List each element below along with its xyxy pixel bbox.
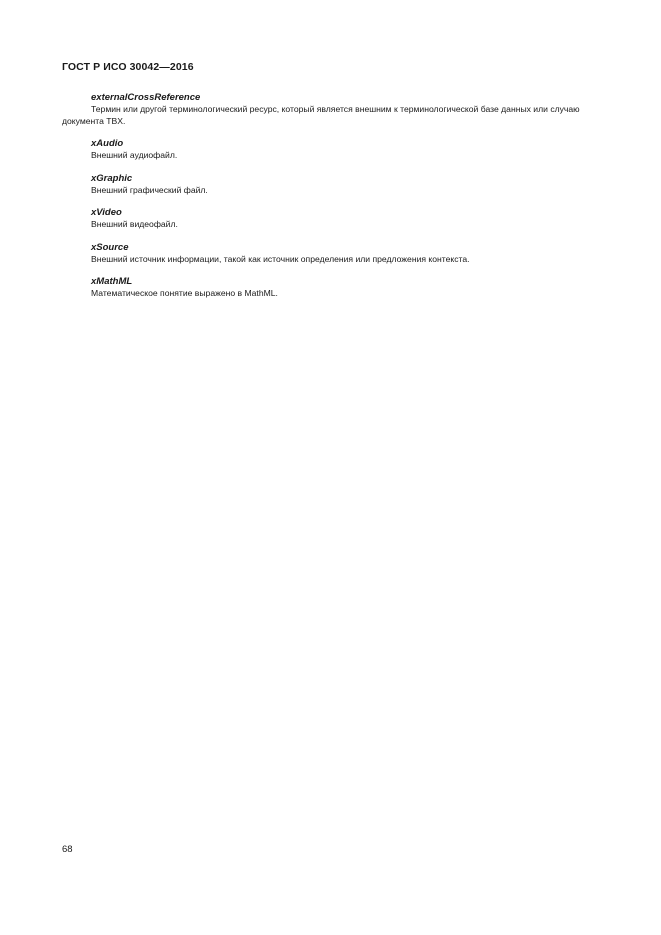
term-definition: Внешний графический файл. xyxy=(91,184,208,195)
term-name: externalCrossReference xyxy=(91,92,201,103)
term-name: xVideo xyxy=(91,207,122,218)
term-definition: Термин или другой терминологический ресурс, который является внешним к терминологической базе данных или случаю документа TBX. xyxy=(62,104,580,126)
definition-entry xyxy=(62,207,602,231)
definition-entry xyxy=(62,173,602,197)
term-definition: Внешний источник информации, такой как источник определения или предложения контекста. xyxy=(91,253,470,264)
page-header-standard-code: ГОСТ Р ИСО 30042—2016 xyxy=(62,61,194,73)
definition-entry xyxy=(62,242,602,266)
term-definition: Математическое понятие выражено в MathML. xyxy=(91,288,278,298)
term-name: xMathML xyxy=(91,276,133,287)
definition-entry xyxy=(62,138,602,162)
definition-entry xyxy=(62,92,602,127)
term-name: xSource xyxy=(91,241,129,253)
definition-entry xyxy=(62,276,602,300)
definitions-list xyxy=(62,92,602,311)
term-name: xGraphic xyxy=(91,172,133,184)
term-definition: Внешний аудиофайл. xyxy=(91,150,178,160)
page-number: 68 xyxy=(62,844,73,855)
term-name: xAudio xyxy=(91,138,124,149)
term-definition: Внешний видеофайл. xyxy=(91,219,178,229)
